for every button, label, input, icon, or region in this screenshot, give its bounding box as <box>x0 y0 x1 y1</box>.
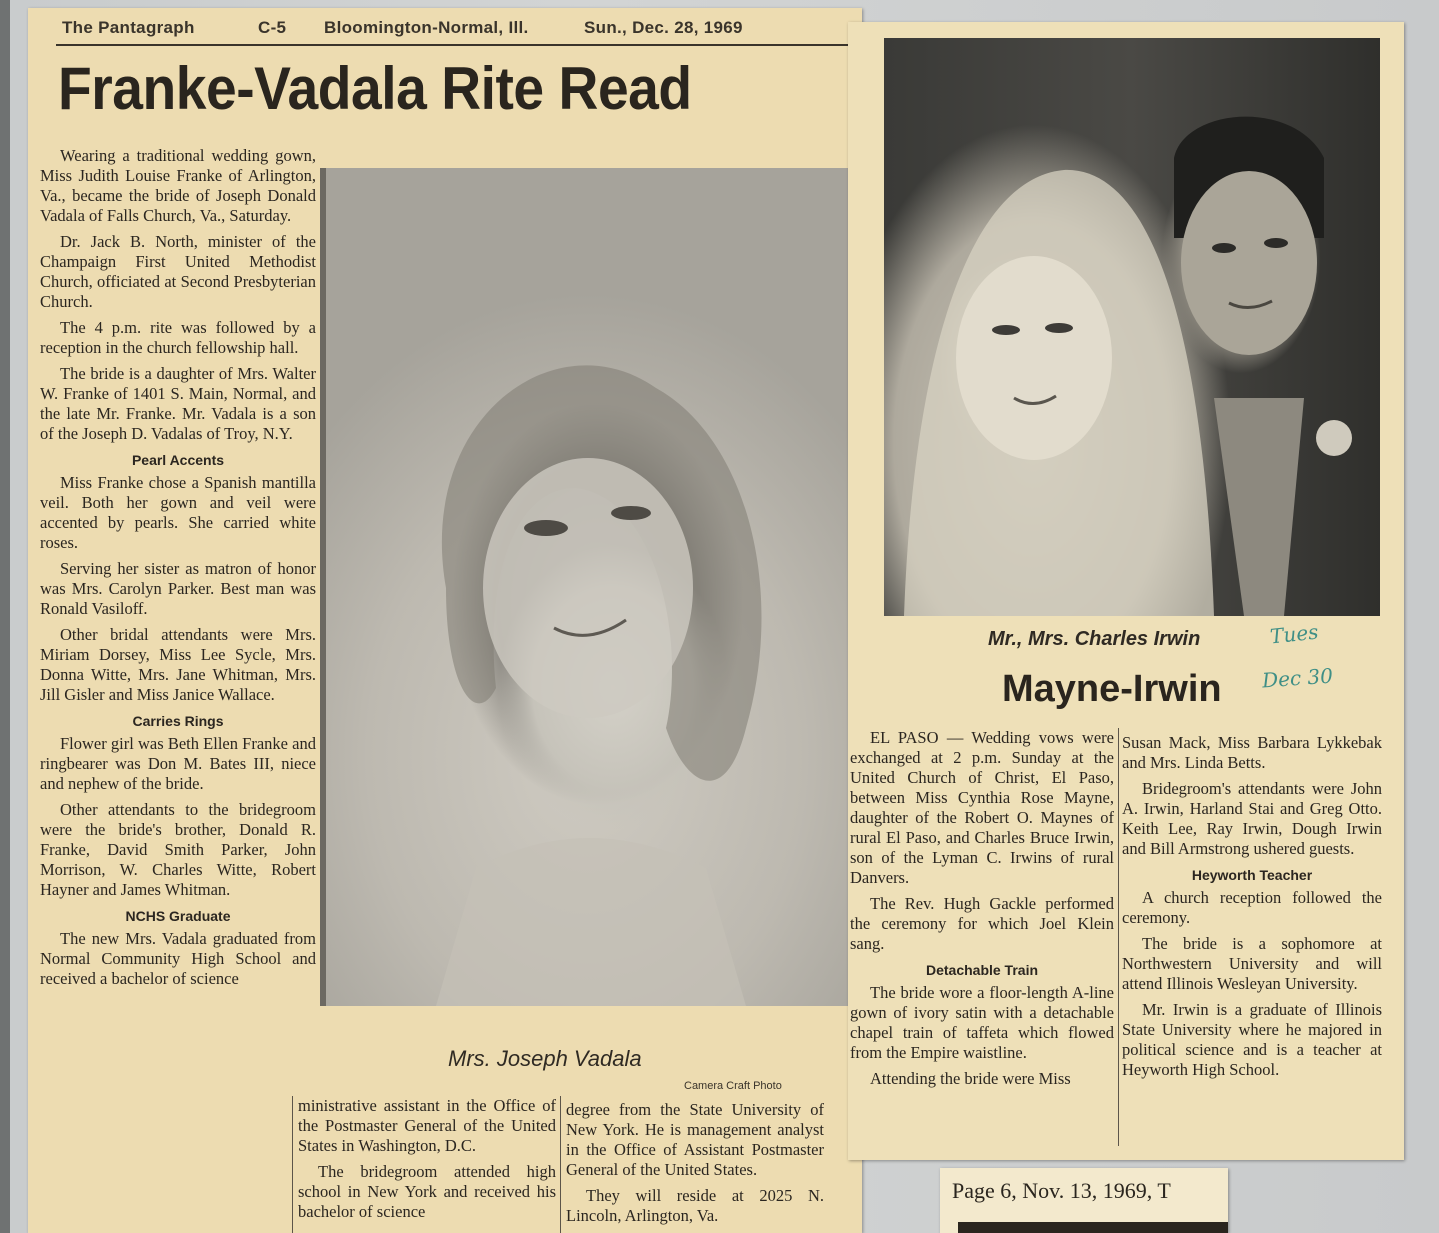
column-rule <box>560 1096 561 1233</box>
page-6-headline-fragment <box>958 1222 1228 1233</box>
masthead-place: Bloomington-Normal, Ill. <box>324 18 529 37</box>
paragraph: Wearing a traditional wedding gown, Miss Judith Louise Franke of Arlington, Va., became the bride of Joseph Donald Vadala of Falls Church, Va., Saturday. <box>40 146 316 225</box>
column-rule <box>1118 728 1119 1146</box>
article2-column-2 <box>1122 733 1382 1086</box>
paragraph: Dr. Jack B. North, minister of the Champaign First United Methodist Church, officiated at Second Presbyterian Church. <box>40 232 316 311</box>
paragraph: The bride is a daughter of Mrs. Walter W. Franke of 1401 S. Main, Normal, and the late Mr. Franke. Mr. Vadala is a son of the Joseph D. Vadalas of Troy, N.Y. <box>40 364 316 443</box>
couple-portrait-sketch <box>884 38 1380 616</box>
paragraph: The 4 p.m. rite was followed by a reception in the church fellowship hall. <box>40 318 316 357</box>
paragraph: Miss Franke chose a Spanish mantilla veil. Both her gown and veil were accented by pearls. She carried white roses. <box>40 473 316 552</box>
subheading: Pearl Accents <box>131 452 225 468</box>
paragraph: degree from the State University of New York. He is management analyst in the Office of Assistant Postmaster General of the United States. <box>566 1100 824 1179</box>
subheading: Heyworth Teacher <box>1191 867 1313 883</box>
couple-photo-caption: Mr., Mrs. Charles Irwin <box>988 628 1201 650</box>
bride-portrait-sketch <box>326 168 848 1006</box>
page-6-dateline: Page 6, Nov. 13, 1969, T <box>952 1178 1171 1203</box>
column-rule <box>292 1096 293 1233</box>
paragraph: Bridegroom's attendants were John A. Irwin, Harland Stai and Greg Otto. Keith Lee, Ray Irwin, Dough Irwin and Bill Armstrong ushered guests. <box>1122 779 1382 858</box>
paragraph: Other attendants to the bridegroom were the bride's brother, Donald R. Franke, David Smith Parker, John Morrison, W. Charles Witte, Robert Hayner and James Whitman. <box>40 800 316 899</box>
paragraph: Attending the bride were Miss <box>870 1069 1071 1088</box>
paragraph: Susan Mack, Miss Barbara Lykkebak and Mrs. Linda Betts. <box>1122 733 1382 772</box>
headline-mayne-irwin: Mayne-Irwin <box>1002 668 1222 710</box>
bride-portrait-photo <box>320 168 848 1006</box>
subheading: Carries Rings <box>132 713 224 729</box>
masthead-date: Sun., Dec. 28, 1969 <box>584 18 743 37</box>
subheading: Detachable Train <box>925 962 1039 978</box>
bride-photo-credit: Camera Craft Photo <box>684 1080 782 1092</box>
headline-franke-vadala: Franke-Vadala Rite Read <box>58 55 692 122</box>
paragraph: Mr. Irwin is a graduate of Illinois State University where he majored in political science and is a teacher at Heyworth High School. <box>1122 1000 1382 1079</box>
paragraph: Serving her sister as matron of honor was Mrs. Carolyn Parker. Best man was Ronald Vasiloff. <box>40 559 316 618</box>
article2-column-1 <box>850 728 1114 1095</box>
paragraph: The bride wore a floor-length A-line gown of ivory satin with a detachable chapel train of taffeta which flowed from the Empire waistline. <box>850 983 1114 1062</box>
paragraph: The Rev. Hugh Gackle performed the ceremony for which Joel Klein sang. <box>850 894 1114 953</box>
handwritten-note-day: Tues <box>1268 619 1320 649</box>
paragraph: Flower girl was Beth Ellen Franke and ringbearer was Don M. Bates III, niece and nephew of the bride. <box>40 734 316 793</box>
article1-column-1 <box>40 146 316 995</box>
paragraph: The bridegroom attended high school in New York and received his bachelor of science <box>298 1162 556 1221</box>
paragraph: Other bridal attendants were Mrs. Miriam Dorsey, Miss Lee Sycle, Mrs. Donna Witte, Mrs. Jane Whitman, Mrs. Jill Gisler and Miss Janice Wallace. <box>40 625 316 704</box>
paragraph: ministrative assistant in the Office of the Postmaster General of the United States in Washington, D.C. <box>298 1096 556 1155</box>
masthead <box>62 18 852 46</box>
album-binding <box>0 0 10 1233</box>
handwritten-note-date: Dec 30 <box>1261 663 1334 693</box>
paragraph: The bride is a sophomore at Northwestern University and will attend Illinois Wesleyan University. <box>1122 934 1382 993</box>
paragraph: They will reside at 2025 N. Lincoln, Arlington, Va. <box>566 1186 824 1225</box>
masthead-section: C-5 <box>258 18 287 37</box>
couple-portrait-photo <box>884 38 1380 616</box>
article1-column-2 <box>298 1096 556 1228</box>
paragraph: EL PASO — Wedding vows were exchanged at 2 p.m. Sunday at the United Church of Christ, El Paso, between Miss Cynthia Rose Mayne, daughter of the Robert O. Maynes of rural El Paso, and Charles Bruce Irwin, son of the Lyman C. Irwins of rural Danvers. <box>850 728 1114 887</box>
masthead-rule <box>56 44 860 46</box>
article1-column-3 <box>566 1100 824 1232</box>
subheading: NCHS Graduate <box>125 908 231 924</box>
paragraph: A church reception followed the ceremony. <box>1122 888 1382 927</box>
bride-photo-caption: Mrs. Joseph Vadala <box>448 1046 642 1071</box>
paragraph: The new Mrs. Vadala graduated from Normal Community High School and received a bachelor of science <box>40 929 316 988</box>
masthead-paper: The Pantagraph <box>62 18 195 37</box>
